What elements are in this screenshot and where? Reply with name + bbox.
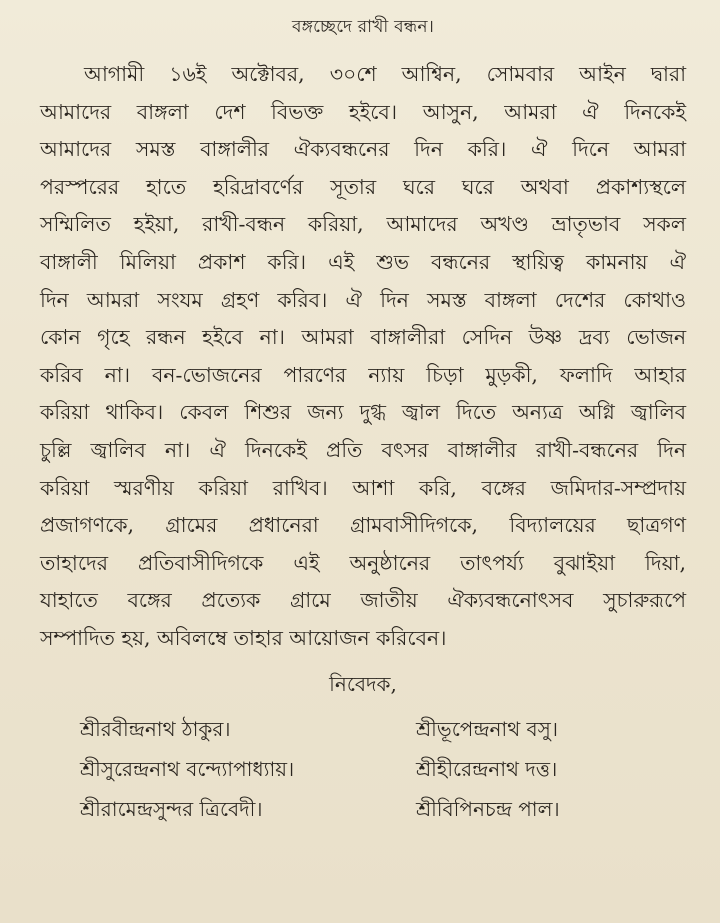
signatory: শ্রীরবীন্দ্রনাথ ঠাকুর। <box>80 716 231 741</box>
document-title: বঙ্গচ্ছেদে রাখী বন্ধন। <box>291 17 435 37</box>
body-line: সম্পাদিত হয়, অবিলম্বে তাহার আয়োজন করিবেন। <box>40 625 447 650</box>
body-line: আমাদের বাঙ্গলা দেশ বিভক্ত হইবে। আসুন, আমরা ঐ দিনকেই <box>40 99 686 124</box>
signatory: শ্রীহীরেন্দ্রনাথ দত্ত। <box>416 756 558 781</box>
signatory: শ্রীরামেন্দ্রসুন্দর ত্রিবেদী। <box>80 796 263 821</box>
body-line: বাঙ্গালী মিলিয়া প্রকাশ করি। এই শুভ বন্ধনের স্থায়িত্ব কামনায় ঐ <box>40 249 686 274</box>
body-line: তাহাদের প্রতিবাসীদিগকে এই অনুষ্ঠানের তাৎপর্য্য বুঝাইয়া দিয়া, <box>40 550 686 575</box>
signatory-list <box>40 713 686 825</box>
body-line: আগামী ১৬ই অক্টোবর, ৩০শে আশ্বিন, সোমবার আইন দ্বারা <box>84 62 686 86</box>
signatory: শ্রীবিপিনচন্দ্র পাল। <box>416 796 560 821</box>
signatory: শ্রীভূপেন্দ্রনাথ বসু। <box>416 716 559 741</box>
signatory: শ্রীসুরেন্দ্রনাথ বন্দ্যোপাধ্যায়। <box>80 756 295 781</box>
body-line: করিব না। বন-ভোজনের পারণের ন্যায় চিড়া মুড়কী, ফলাদি আহার <box>40 362 686 387</box>
body-line: করিয়া স্মরণীয় করিয়া রাখিব। আশা করি, বঙ্গের জমিদার-সম্প্রদায় <box>40 475 686 500</box>
body-line: আমাদের সমস্ত বাঙ্গালীর ঐক্যবন্ধনের দিন করি। ঐ দিনে আমরা <box>40 137 686 162</box>
body-line: দিন আমরা সংযম গ্রহণ করিব। ঐ দিন সমস্ত বাঙ্গলা দেশের কোথাও <box>40 287 686 312</box>
signer-label: নিবেদক, <box>329 671 397 696</box>
body-paragraph <box>40 56 686 658</box>
body-line: যাহাতে বঙ্গের প্রত্যেক গ্রামে জাতীয় ঐক্যবন্ধনোৎসব সুচারুরূপে <box>40 588 686 613</box>
body-line: চুল্লি জ্বালিব না। ঐ দিনকেই প্রতি বৎসর বাঙ্গালীর রাখী-বন্ধনের দিন <box>40 437 686 462</box>
body-line: সম্মিলিত হইয়া, রাখী-বন্ধন করিয়া, আমাদের অখণ্ড ভ্রাতৃভাব সকল <box>40 212 686 237</box>
body-line: প্রজাগণকে, গ্রামের প্রধানেরা গ্রামবাসীদিগকে, বিদ্যালয়ের ছাত্রগণ <box>40 513 686 538</box>
body-line: করিয়া থাকিব। কেবল শিশুর জন্য দুগ্ধ জ্বাল দিতে অন্যত্র অগ্নি জ্বালিব <box>40 400 686 425</box>
body-line: পরস্পরের হাতে হরিদ্রাবর্ণের সূতার ঘরে ঘরে অথবা প্রকাশ্যস্থলে <box>40 174 686 199</box>
body-line: কোন গৃহে রন্ধন হইবে না। আমরা বাঙ্গালীরা সেদিন উষ্ণ দ্রব্য ভোজন <box>40 325 686 350</box>
